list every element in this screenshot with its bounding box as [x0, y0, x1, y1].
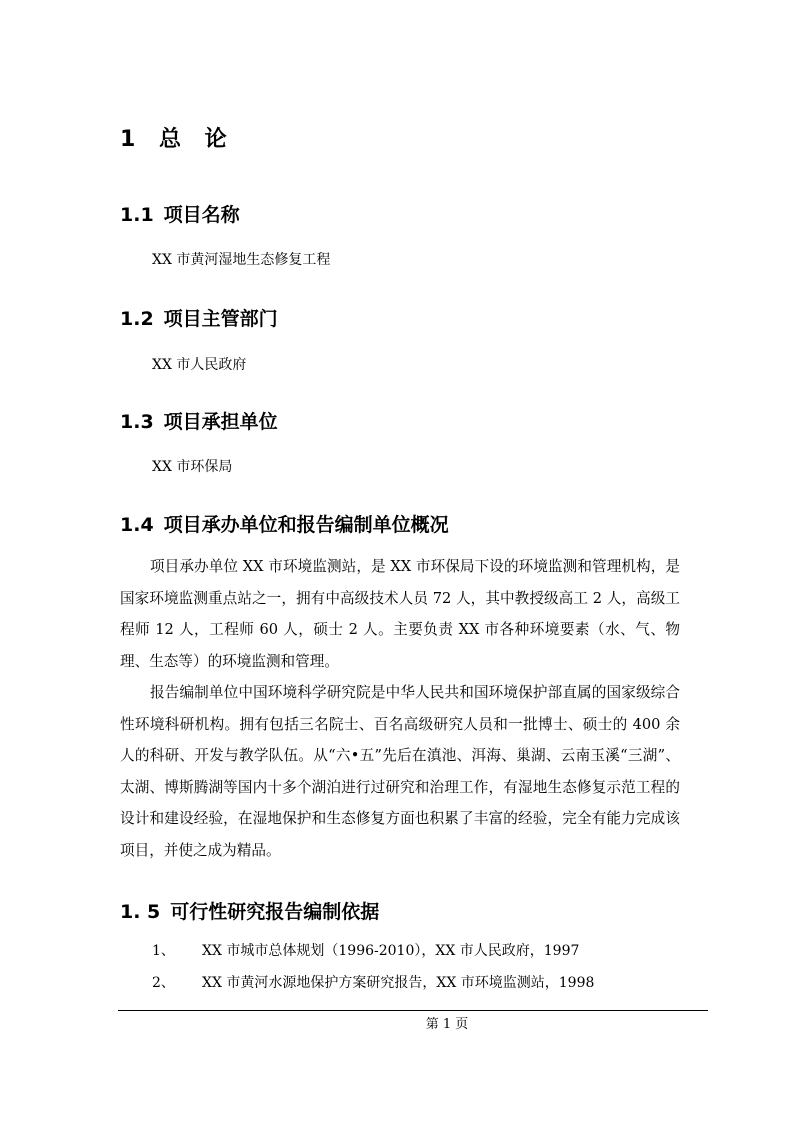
section-heading-1-5 — [120, 897, 379, 924]
reference-index: 2、 — [152, 975, 175, 991]
section-number: 1.2 — [120, 308, 154, 330]
footer-divider — [118, 1010, 708, 1011]
section-title: 项目承办单位和报告编制单位概况 — [163, 514, 449, 536]
section-number: 1.4 — [120, 514, 154, 536]
section-number: 1.3 — [120, 411, 154, 433]
section-heading-1-1 — [120, 200, 240, 227]
section-number: 1. 5 — [120, 901, 161, 923]
paragraph-undertaking-unit: 项目承办单位 XX 市环境监测站，是 XX 市环保局下设的环境监测和管理机构，是国家环境监测重点站之一，拥有中高级技术人员 72 人，其中教授级高工 2 人，高级工程师 12 人，工程师 60 人，硕士 2 人。主要负责 XX 市各种环境要素（水、气、物理、生态等）的环境监测和管理。 — [120, 558, 680, 670]
section-title: 项目承担单位 — [163, 411, 278, 433]
chapter-title: 1 总 论 — [120, 127, 235, 152]
section-heading-1-3 — [120, 407, 278, 434]
reference-text: XX 市黄河水源地保护方案研究报告，XX 市环境监测站，1998 — [202, 975, 595, 991]
section-content-1-3: XX 市环保局 — [152, 459, 233, 475]
section-title: 项目名称 — [163, 204, 240, 226]
section-content-1-1: XX 市黄河湿地生态修复工程 — [152, 252, 331, 268]
section-title: 项目主管部门 — [163, 308, 278, 330]
section-number: 1.1 — [120, 204, 154, 226]
reference-item — [152, 941, 579, 961]
page-number: 第 1 页 — [425, 1017, 469, 1032]
section-content-1-2: XX 市人民政府 — [152, 357, 247, 373]
reference-text: XX 市城市总体规划（1996-2010），XX 市人民政府，1997 — [202, 943, 580, 959]
paragraph-report-compiler: 报告编制单位中国环境科学研究院是中华人民共和国环境保护部直属的国家级综合性环境科研机构。拥有包括三名院士、百名高级研究人员和一批博士、硕士的 400 余人的科研、开发与教学队伍。从“六•五”先后在滇池、洱海、巢湖、云南玉溪“三湖”、太湖、博斯腾湖等国内十多个湖泊进行过研究和治理工作，有湿地生态修复示范工程的设计和建设经验，在湿地保护和生态修复方面也积累了丰富的经验，完全有能力完成该项目，并使之成为精品。 — [120, 684, 680, 859]
section-heading-1-4 — [120, 510, 449, 537]
section-heading-1-2 — [120, 304, 278, 331]
section-title: 可行性研究报告编制依据 — [170, 901, 380, 923]
reference-item — [152, 973, 594, 993]
reference-index: 1、 — [152, 943, 175, 959]
